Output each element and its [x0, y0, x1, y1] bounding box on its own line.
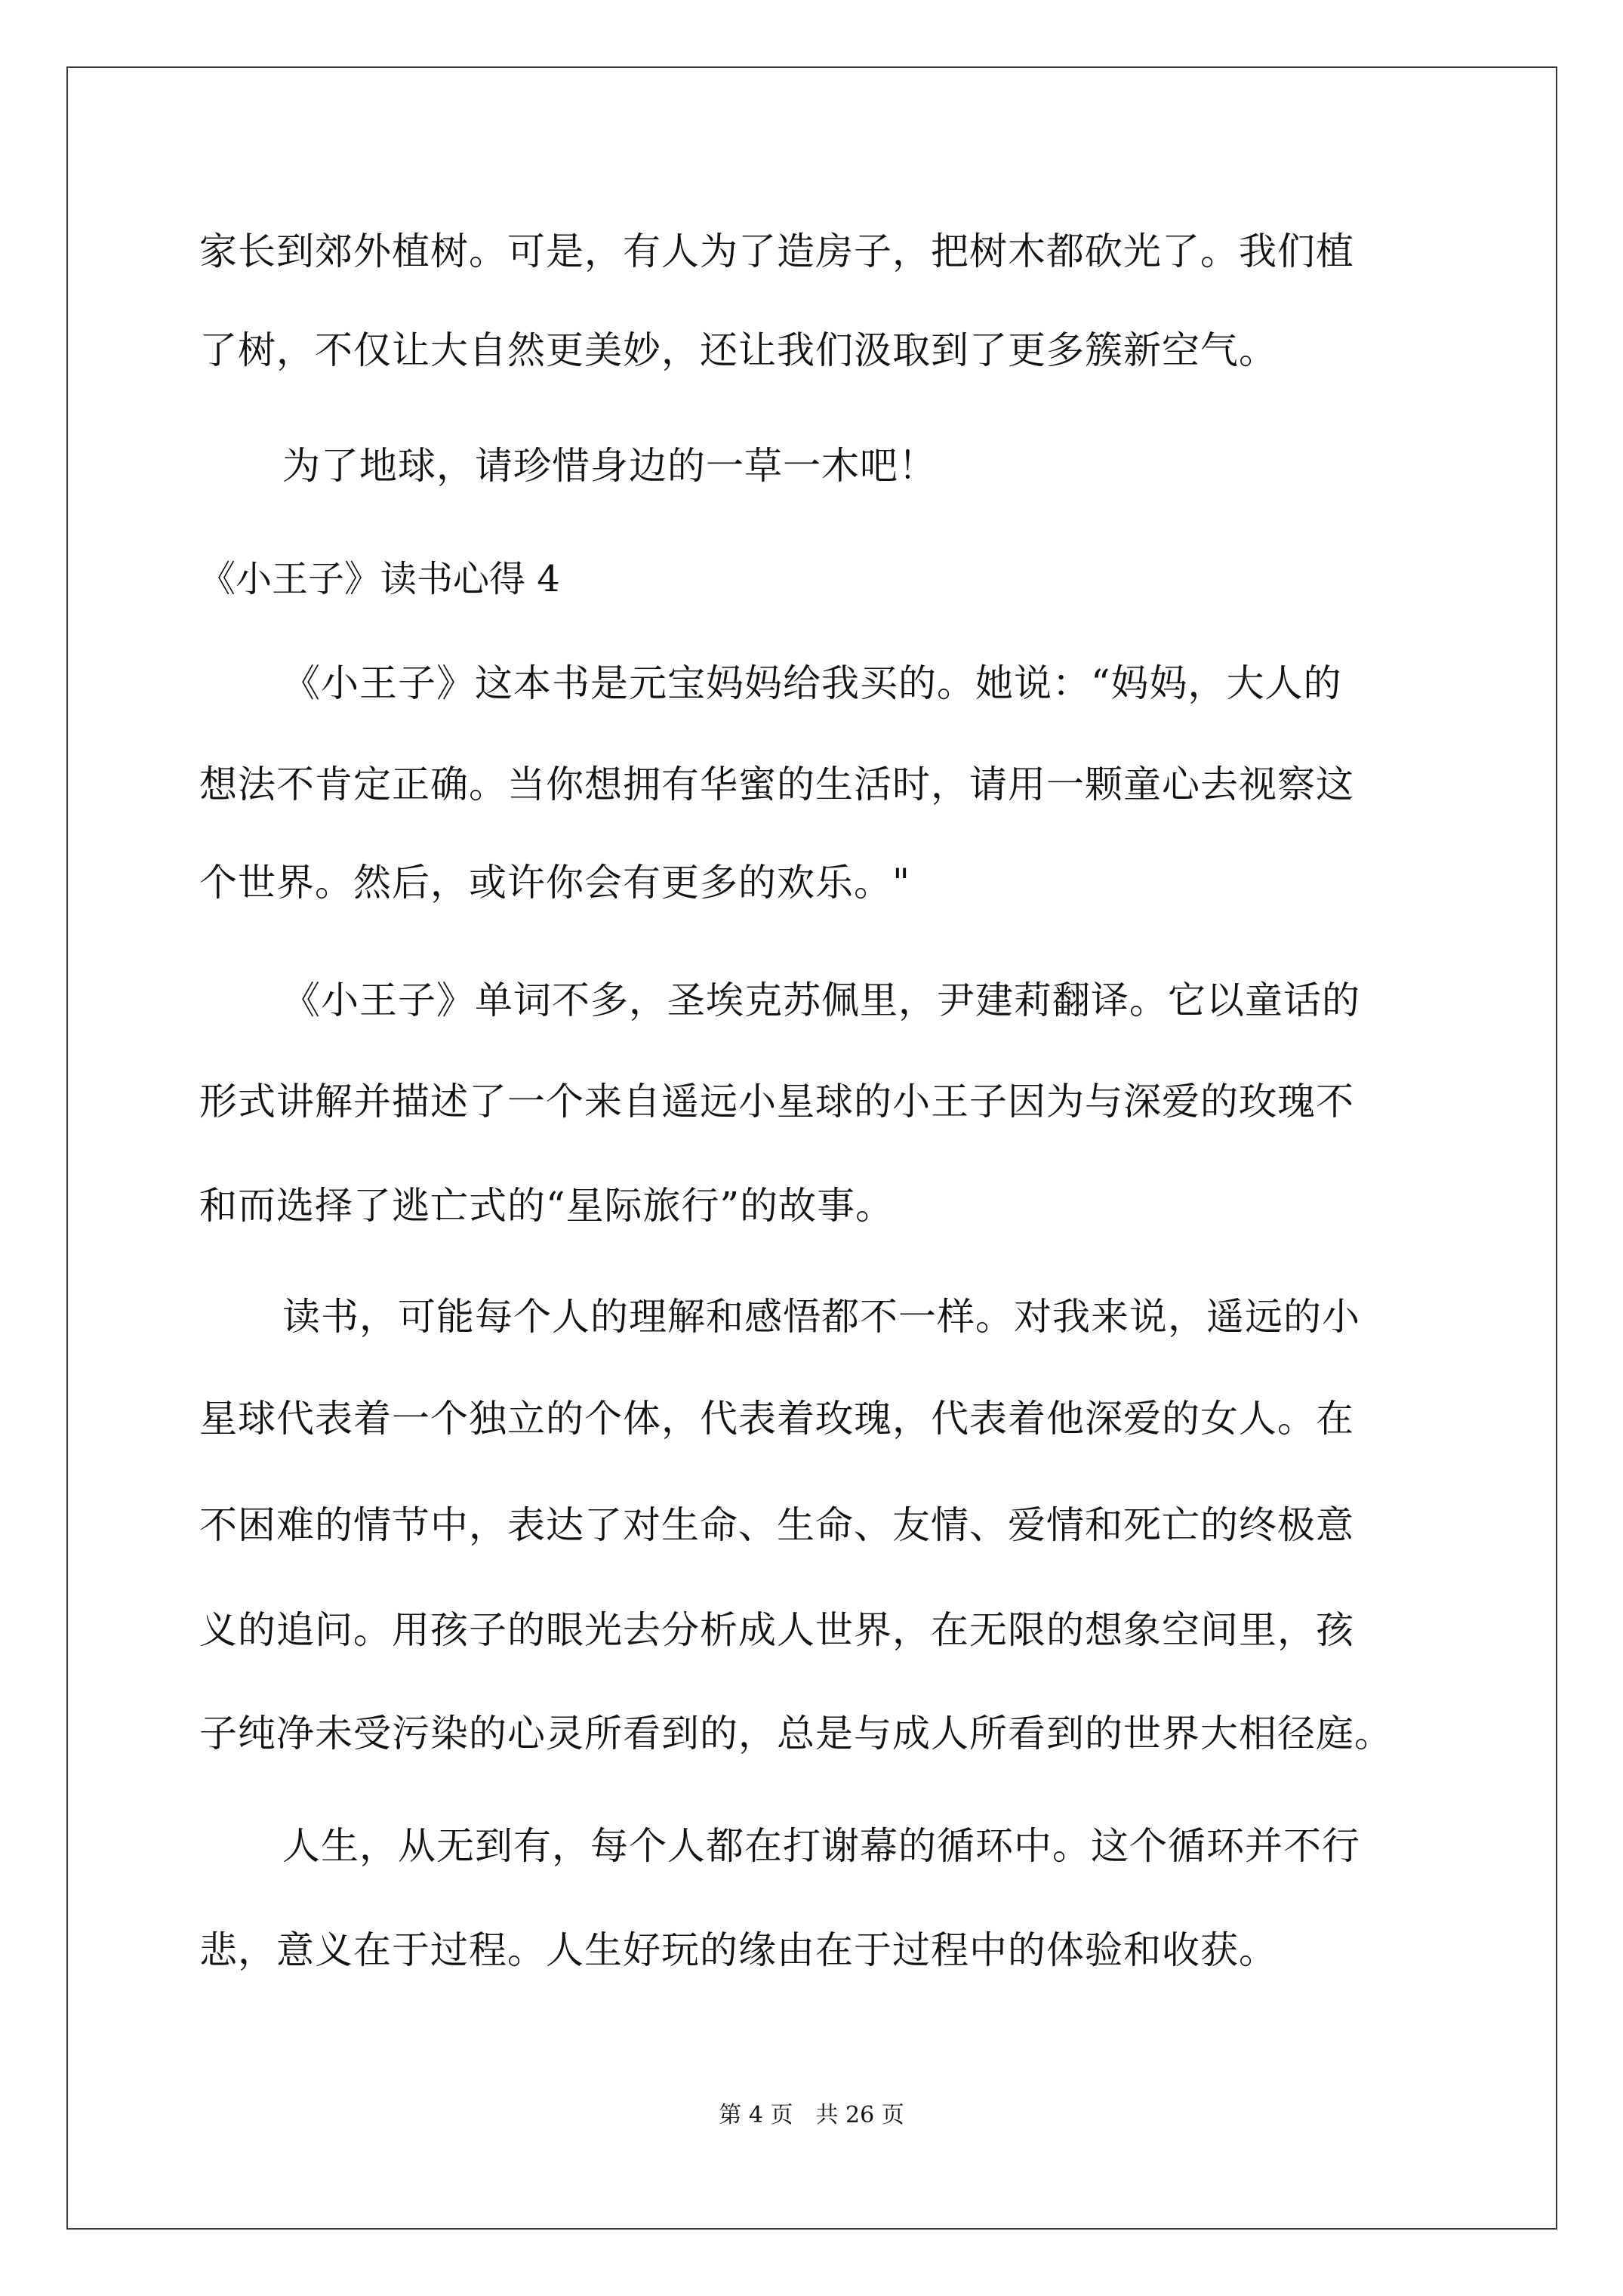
paragraph-line: 《小王子》这本书是元宝妈妈给我买的。她说：“妈妈，大人的	[282, 661, 1342, 705]
paragraph-line: 家长到郊外植树。可是，有人为了造房子，把树木都砍光了。我们植	[199, 230, 1354, 273]
paragraph-line: 子纯净未受污染的心灵所看到的，总是与成人所看到的世界大相径庭。	[199, 1712, 1393, 1755]
paragraph-line: 为了地球，请珍惜身边的一草一木吧！	[282, 444, 937, 488]
paragraph-line: 想法不肯定正确。当你想拥有华蜜的生活时，请用一颗童心去视察这	[199, 763, 1354, 806]
paragraph-line: 个世界。然后，或许你会有更多的欢乐。"	[199, 861, 910, 905]
paragraph-line: 人生，从无到有，每个人都在打谢幕的循环中。这个循环并不行	[282, 1824, 1360, 1868]
paragraph-line: 了树，不仅让大自然更美妙，还让我们汲取到了更多簇新空气。	[199, 328, 1277, 372]
paragraph-line: 不困难的情节中，表达了对生命、生命、友情、爱情和死亡的终极意	[199, 1503, 1354, 1547]
paragraph-line: 悲，意义在于过程。人生好玩的缘由在于过程中的体验和收获。	[199, 1928, 1277, 1972]
page-border	[66, 66, 1557, 2230]
paragraph-line: 形式讲解并描述了一个来自遥远小星球的小王子因为与深爱的玫瑰不	[199, 1080, 1354, 1123]
paragraph-line: 义的追问。用孩子的眼光去分析成人世界，在无限的想象空间里，孩	[199, 1608, 1354, 1652]
section-heading: 《小王子》读书心得 4	[199, 558, 560, 600]
page-number-footer: 第 4 页 共 26 页	[719, 2102, 904, 2128]
paragraph-line: 星球代表着一个独立的个体，代表着玫瑰，代表着他深爱的女人。在	[199, 1397, 1354, 1441]
paragraph-line: 《小王子》单词不多，圣埃克苏佩里，尹建莉翻译。它以童话的	[282, 978, 1360, 1022]
paragraph-line: 读书，可能每个人的理解和感悟都不一样。对我来说，遥远的小	[282, 1295, 1360, 1339]
paragraph-line: 和而选择了逃亡式的“星际旅行”的故事。	[199, 1184, 895, 1228]
